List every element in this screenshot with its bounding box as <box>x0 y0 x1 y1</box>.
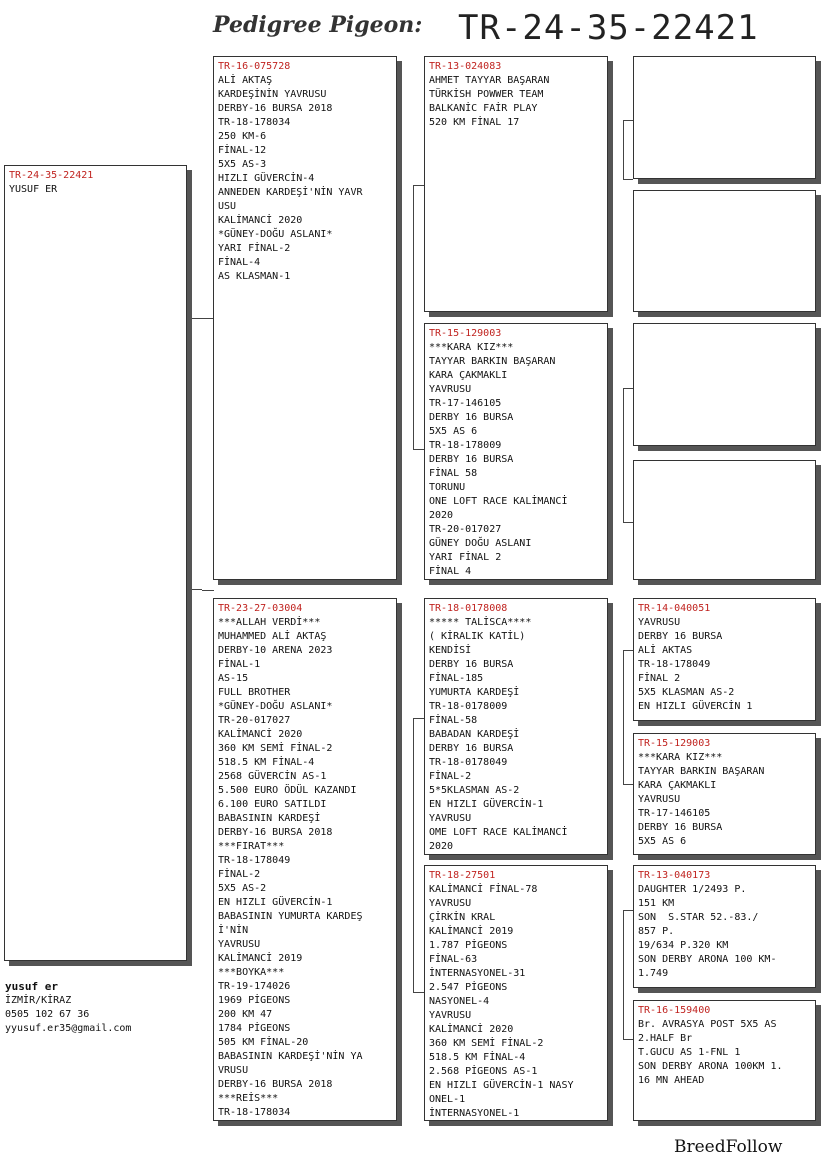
note-line: BABASININ YUMURTA KARDEŞ <box>218 911 363 922</box>
note-line: DERBY-16 BURSA 2018 <box>218 827 333 838</box>
note-line: 2020 <box>429 841 454 852</box>
note-line: 5.500 EURO ÖDÜL KAZANDI <box>218 785 357 796</box>
owner-info <box>5 980 131 1036</box>
note-line: YARI FİNAL 2 <box>429 552 502 563</box>
note-line: FİNAL 58 <box>429 468 478 479</box>
note-line: 2568 GÜVERCİN AS-1 <box>218 771 327 782</box>
note-line: 6.100 EURO SATILDI <box>218 799 327 810</box>
note-line: *GÜNEY-DOĞU ASLANI* <box>218 701 333 712</box>
note-line: KARA ÇAKMAKLI <box>429 370 508 381</box>
pedigree-notes <box>638 1018 811 1088</box>
note-line: *GÜNEY-DOĞU ASLANI* <box>218 229 333 240</box>
note-line: 2.547 PİGEONS <box>429 982 508 993</box>
note-line: BALKANİC FAİR PLAY <box>429 103 538 114</box>
sire-sire-box <box>424 56 608 312</box>
note-line: 518.5 KM FİNAL-4 <box>429 1052 526 1063</box>
note-line: TR-20-017027 <box>429 524 502 535</box>
ring-number: TR-13-040173 <box>638 870 711 881</box>
note-line: VRUSU <box>218 1065 249 1076</box>
note-line: İNTERNASYONEL-31 <box>429 968 526 979</box>
note-line: TR-18-178034 <box>218 1107 291 1118</box>
note-line: YAVRUSU <box>218 939 261 950</box>
note-line: 16 MN AHEAD <box>638 1075 705 1086</box>
note-line: Br. AVRASYA POST 5X5 AS <box>638 1019 777 1030</box>
note-line: KALİMANCİ 2020 <box>218 729 303 740</box>
note-line: AS-15 <box>218 673 249 684</box>
note-line: TR-17-146105 <box>638 808 711 819</box>
note-line: 5X5 AS 6 <box>429 426 478 437</box>
note-line: YAVRUSU <box>638 794 681 805</box>
sire-box <box>213 56 397 580</box>
ring-number: TR-16-075728 <box>218 61 291 72</box>
note-line: 2020 <box>429 510 454 521</box>
note-line: FİNAL 2 <box>638 673 681 684</box>
note-line: EN HIZLI GÜVERCİN-1 NASY <box>429 1080 574 1091</box>
note-line: ( KİRALIK KATİL) <box>429 631 526 642</box>
note-line: TR-18-178049 <box>218 855 291 866</box>
note-line: 505 KM FİNAL-20 <box>218 1037 309 1048</box>
note-line: ***REİS*** <box>218 1093 279 1104</box>
note-line: HIZLI GÜVERCİN-4 <box>218 173 315 184</box>
note-line: TR-18-178049 <box>638 659 711 670</box>
ring-number: TR-23-27-03004 <box>218 603 303 614</box>
note-line: ***FIRAT*** <box>218 841 285 852</box>
note-line: TR-17-146105 <box>429 398 502 409</box>
note-line: FİNAL-63 <box>429 954 478 965</box>
note-line: KALİMANCİ 2019 <box>218 953 303 964</box>
note-line: FİNAL-2 <box>429 771 472 782</box>
note-line: 5X5 AS 6 <box>638 836 687 847</box>
note-line: 360 KM SEMİ FİNAL-2 <box>429 1038 544 1049</box>
note-line: ***ALLAH VERDİ*** <box>218 617 321 628</box>
owner-phone: 0505 102 67 36 <box>5 1009 90 1020</box>
pedigree-notes <box>218 616 392 1120</box>
pedigree-notes <box>429 341 603 579</box>
note-line: DERBY-10 ARENA 2023 <box>218 645 333 656</box>
pedigree-label: Pedigree Pigeon: <box>213 12 423 38</box>
sd-dam-box <box>633 460 816 580</box>
note-line: TR-18-178034 <box>218 117 291 128</box>
pedigree-notes <box>429 616 603 854</box>
dam-sire-box <box>424 598 608 855</box>
note-line: DERBY 16 BURSA <box>429 659 514 670</box>
note-line: 2.HALF Br <box>638 1033 693 1044</box>
owner-city: İZMİR/KİRAZ <box>5 995 72 1006</box>
note-line: BABASININ KARDEŞİ'NİN YA <box>218 1051 363 1062</box>
note-line: OME LOFT RACE KALİMANCİ <box>429 827 568 838</box>
note-line: ALİ AKTAS <box>638 645 693 656</box>
note-line: KARDEŞİNİN YAVRUSU <box>218 89 327 100</box>
note-line: KALİMANCİ 2019 <box>429 926 514 937</box>
dam-dam-box <box>424 865 608 1121</box>
note-line: EN HIZLI GÜVERCİN-1 <box>218 897 333 908</box>
pedigree-notes <box>638 616 811 714</box>
ds-dam-box <box>633 733 816 855</box>
note-line: 5X5 AS-2 <box>218 883 267 894</box>
note-line: KALİMANCİ 2020 <box>429 1024 514 1035</box>
note-line: ***KARA KIZ*** <box>429 342 514 353</box>
note-line: 250 KM-6 <box>218 131 267 142</box>
note-line: 1.749 <box>638 968 669 979</box>
note-line: ***BOYKA*** <box>218 967 285 978</box>
pedigree-notes <box>218 74 392 284</box>
pedigree-notes <box>429 883 603 1121</box>
sd-sire-box <box>633 323 816 446</box>
ring-number: TR-18-27501 <box>429 870 496 881</box>
note-line: EN HIZLI GÜVERCİN-1 <box>429 799 544 810</box>
note-line: AHMET TAYYAR BAŞARAN <box>429 75 550 86</box>
note-line: SON S.STAR 52.-83./ <box>638 912 759 923</box>
note-line: DERBY-16 BURSA 2018 <box>218 1079 333 1090</box>
connector-dam-sire <box>623 650 633 785</box>
ring-number: TR-13-024083 <box>429 61 502 72</box>
note-line: TR-19-174026 <box>218 981 291 992</box>
note-line: 1.787 PİGEONS <box>429 940 508 951</box>
note-line: USU <box>218 201 237 212</box>
note-line: 5X5 KLASMAN AS-2 <box>638 687 735 698</box>
note-line: YAVRUSU <box>429 384 472 395</box>
ring-number: TR-24-35-22421 <box>9 170 94 181</box>
note-line: YAVRUSU <box>429 813 472 824</box>
ring-number: TR-15-129003 <box>638 738 711 749</box>
note-line: ***** TALİSCA**** <box>429 617 532 628</box>
note-line: BABASININ KARDEŞİ <box>218 813 321 824</box>
note-line: EN HIZLI GÜVERCİN 1 <box>638 701 753 712</box>
note-line: TAYYAR BARKIN BAŞARAN <box>638 766 765 777</box>
note-line: TORUNU <box>429 482 466 493</box>
note-line: DERBY 16 BURSA <box>429 743 514 754</box>
note-line: 360 KM SEMİ FİNAL-2 <box>218 743 333 754</box>
note-line: 857 P. <box>638 926 675 937</box>
note-line: FİNAL-4 <box>218 257 261 268</box>
note-line: TR-18-178009 <box>429 440 502 451</box>
ring-number: TR-16-159400 <box>638 1005 711 1016</box>
connector-subject-mid <box>188 563 189 564</box>
note-line: FİNAL-2 <box>218 869 261 880</box>
subject-box <box>4 165 187 961</box>
note-line: SON DERBY ARONA 100KM 1. <box>638 1061 783 1072</box>
note-line: TAYYAR BARKIN BAŞARAN <box>429 356 556 367</box>
ds-sire-box <box>633 598 816 721</box>
note-line: AS KLASMAN-1 <box>218 271 291 282</box>
note-line: ***KARA KIZ*** <box>638 752 723 763</box>
note-line: 1784 PİGEONS <box>218 1023 291 1034</box>
note-line: FİNAL-1 <box>218 659 261 670</box>
note-line: 1969 PİGEONS <box>218 995 291 1006</box>
note-line: ANNEDEN KARDEŞİ'NİN YAVR <box>218 187 363 198</box>
pedigree-notes <box>429 74 603 130</box>
note-line: TÜRKİSH POWWER TEAM <box>429 89 544 100</box>
pedigree-notes <box>9 183 182 197</box>
note-line: YUSUF ER <box>9 184 58 195</box>
pedigree-notes <box>638 751 811 849</box>
owner-name: yusuf er <box>5 980 58 993</box>
note-line: FULL BROTHER <box>218 687 291 698</box>
connector-subject <box>188 318 202 590</box>
note-line: TR-20-017027 <box>218 715 291 726</box>
note-line: FİNAL-185 <box>429 673 484 684</box>
ss-sire-box <box>633 56 816 179</box>
dd-dam-box <box>633 1000 816 1121</box>
ring-number: TR-18-0178008 <box>429 603 508 614</box>
note-line: KARA ÇAKMAKLI <box>638 780 717 791</box>
note-line: İ'NİN <box>218 925 249 936</box>
note-line: YAVRUSU <box>429 898 472 909</box>
note-line: 151 KM <box>638 898 675 909</box>
note-line: 5*5KLASMAN AS-2 <box>429 785 520 796</box>
note-line: DERBY 16 BURSA <box>638 822 723 833</box>
connector-sire-dam <box>623 388 633 523</box>
note-line: TR-18-0178009 <box>429 701 508 712</box>
connector-to-dam <box>202 590 214 591</box>
note-line: ONEL-1 <box>429 1094 466 1105</box>
note-line: ALİ AKTAŞ <box>218 75 273 86</box>
note-line: ONE LOFT RACE KALİMANCİ <box>429 496 568 507</box>
note-line: YAVRUSU <box>429 1010 472 1021</box>
note-line: 520 KM FİNAL 17 <box>429 117 520 128</box>
note-line: ÇİRKİN KRAL <box>429 912 496 923</box>
owner-email: yyusuf.er35@gmail.com <box>5 1023 132 1034</box>
pedigree-notes <box>638 883 811 981</box>
note-line: KALİMANCİ FİNAL-78 <box>429 884 538 895</box>
note-line: DAUGHTER 1/2493 P. <box>638 884 747 895</box>
note-line: 200 KM 47 <box>218 1009 273 1020</box>
note-line: 2.568 PİGEONS AS-1 <box>429 1066 538 1077</box>
note-line: GÜNEY DOĞU ASLANI <box>429 538 532 549</box>
note-line: YARI FİNAL-2 <box>218 243 291 254</box>
note-line: T.GUCU AS 1-FNL 1 <box>638 1047 741 1058</box>
note-line: BABADAN KARDEŞİ <box>429 729 520 740</box>
note-line: FİNAL-58 <box>429 715 478 726</box>
connector-sire-sire <box>623 120 633 180</box>
note-line: DERBY 16 BURSA <box>638 631 723 642</box>
note-line: DERBY 16 BURSA <box>429 454 514 465</box>
note-line: KALİMANCİ 2020 <box>218 215 303 226</box>
note-line: 5X5 AS-3 <box>218 159 267 170</box>
note-line: FİNAL-12 <box>218 145 267 156</box>
note-line: MUHAMMED ALİ AKTAŞ <box>218 631 327 642</box>
header-ring-number: TR-24-35-22421 <box>458 8 759 48</box>
note-line: NASYONEL-4 <box>429 996 490 1007</box>
dam-box <box>213 598 397 1121</box>
note-line: SON DERBY ARONA 100 KM- <box>638 954 777 965</box>
brand-logo-text: BreedFollow <box>674 1137 783 1157</box>
note-line: İNTERNASYONEL-1 <box>429 1108 520 1119</box>
note-line: YAVRUSU <box>638 617 681 628</box>
note-line: DERBY-16 BURSA 2018 <box>218 103 333 114</box>
note-line: TR-18-0178049 <box>429 757 508 768</box>
note-line: DERBY 16 BURSA <box>429 412 514 423</box>
note-line: 518.5 KM FİNAL-4 <box>218 757 315 768</box>
ss-dam-box <box>633 190 816 312</box>
note-line: 19/634 P.320 KM <box>638 940 729 951</box>
connector-dam-dam <box>623 910 633 1040</box>
note-line: KENDİSİ <box>429 645 472 656</box>
note-line: YUMURTA KARDEŞİ <box>429 687 520 698</box>
ring-number: TR-15-129003 <box>429 328 502 339</box>
dd-sire-box <box>633 865 816 988</box>
ring-number: TR-14-040051 <box>638 603 711 614</box>
note-line: FİNAL 4 <box>429 566 472 577</box>
sire-dam-box <box>424 323 608 580</box>
